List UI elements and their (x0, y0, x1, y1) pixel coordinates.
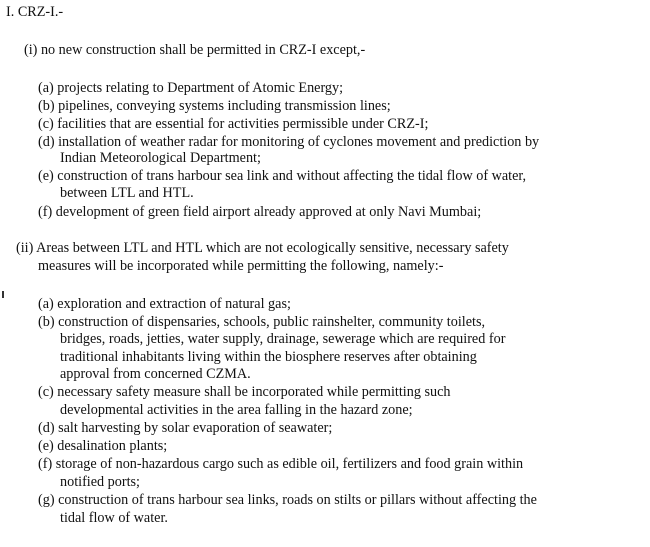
part-ii-item-g-line2: tidal flow of water. (60, 510, 168, 526)
part-i-item-d-line1: (d) installation of weather radar for monitoring of cyclones movement and prediction by (38, 134, 540, 150)
part-ii-item-f-line2: notified ports; (60, 474, 140, 490)
part-i-item-b: (b) pipelines, conveying systems including transmission lines; (38, 98, 391, 114)
part-ii-item-e: (e) desalination plants; (38, 438, 168, 454)
part-ii-item-b-line4: approval from concerned CZMA. (60, 366, 251, 382)
part-ii-item-d: (d) salt harvesting by solar evaporation of seawater; (38, 420, 333, 436)
part-ii-item-a: (a) exploration and extraction of natural gas; (38, 296, 291, 312)
part-ii-item-f: (f) storage of non-hazardous cargo such as edible oil, fertilizers and food grain within (38, 456, 524, 472)
part-ii-intro-line1: (ii) Areas between LTL and HTL which are not ecologically sensitive, necessary safety (16, 240, 509, 256)
part-i-item-e-line2: between LTL and HTL. (60, 185, 194, 201)
part-i-item-a: (a) projects relating to Department of Atomic Energy; (38, 80, 344, 96)
section-heading: I. CRZ-I.- (6, 4, 64, 20)
margin-mark (2, 291, 4, 298)
part-ii-item-b-line2: bridges, roads, jetties, water supply, drainage, sewerage which are required for (60, 331, 506, 347)
part-ii-item-c: (c) necessary safety measure shall be incorporated while permitting such (38, 384, 451, 400)
part-ii-item-c-line2: developmental activities in the area falling in the hazard zone; (60, 402, 413, 418)
part-ii-item-g: (g) construction of trans harbour sea links, roads on stilts or pillars without affecting the (38, 492, 537, 508)
part-i-item-d-line2: Indian Meteorological Department; (60, 150, 261, 166)
part-ii-item-b-line3: traditional inhabitants living within the biosphere reserves after obtaining (60, 349, 477, 365)
part-i-item-c: (c) facilities that are essential for activities permissible under CRZ-I; (38, 116, 429, 132)
part-ii-item-b: (b) construction of dispensaries, schools, public rainshelter, community toilets, (38, 314, 486, 330)
part-i-item-e: (e) construction of trans harbour sea link and without affecting the tidal flow of water, (38, 168, 527, 184)
part-i-item-f: (f) development of green field airport already approved at only Navi Mumbai; (38, 204, 482, 220)
part-i-intro: (i) no new construction shall be permitted in CRZ-I except,- (24, 42, 366, 58)
part-ii-intro-line2: measures will be incorporated while permitting the following, namely:- (38, 258, 444, 274)
